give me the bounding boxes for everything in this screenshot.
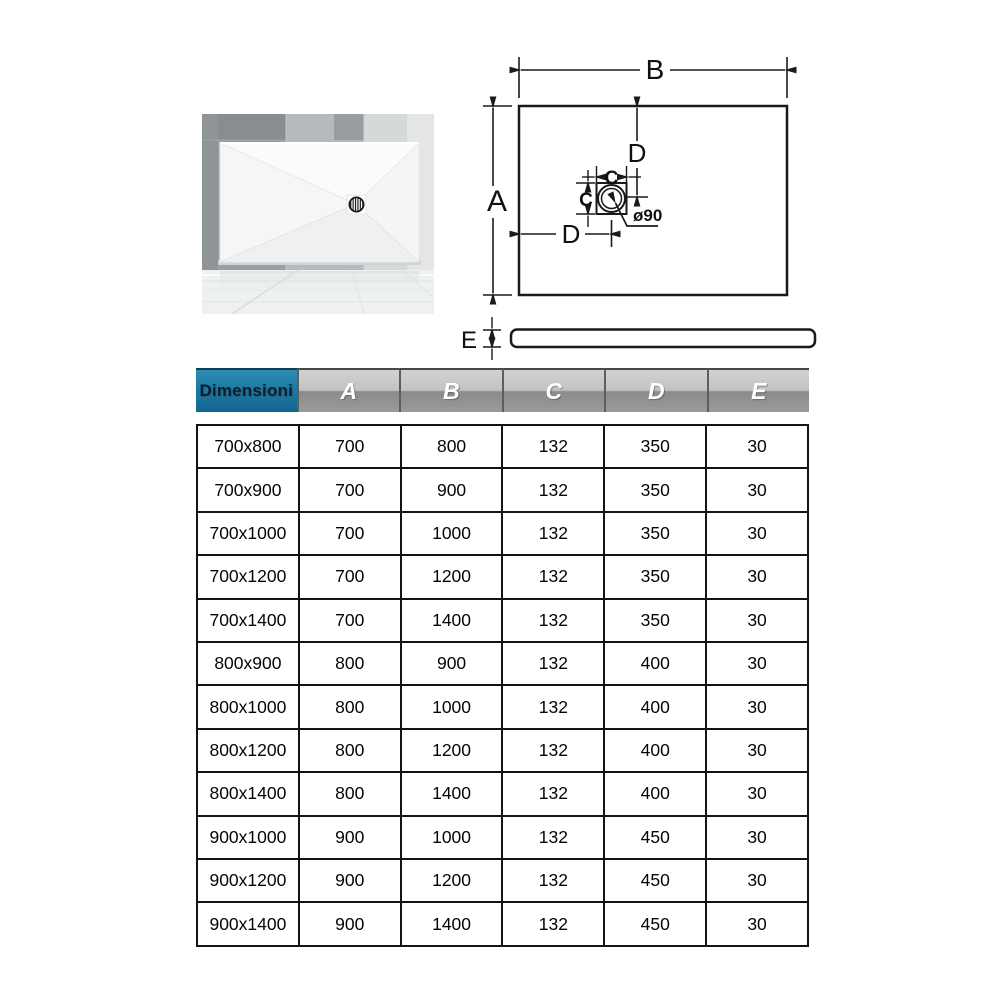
cell-e: 30 (706, 642, 808, 685)
label-b: B (645, 54, 665, 85)
cell-b: 800 (401, 425, 503, 468)
cell-d: 350 (604, 425, 706, 468)
cell-size: 700x1000 (197, 512, 299, 555)
label-a: A (486, 185, 508, 218)
dimensions-table (196, 424, 809, 947)
cell-d: 450 (604, 902, 706, 946)
shower-tray (218, 143, 421, 265)
cell-size: 800x1200 (197, 729, 299, 772)
cell-a: 800 (299, 642, 401, 685)
cell-c: 132 (502, 425, 604, 468)
cell-e: 30 (706, 425, 808, 468)
cell-c: 132 (502, 859, 604, 902)
cell-b: 1400 (401, 902, 503, 946)
header-col-a: A (297, 368, 400, 412)
header-col-d: D (604, 368, 707, 412)
cell-b: 1000 (401, 685, 503, 728)
cell-size: 700x800 (197, 425, 299, 468)
cell-size: 700x1400 (197, 599, 299, 642)
header-col-e: E (707, 368, 810, 412)
cell-size: 900x1400 (197, 902, 299, 946)
cell-c: 132 (502, 512, 604, 555)
cell-c: 132 (502, 685, 604, 728)
cell-d: 350 (604, 599, 706, 642)
drain-cover (347, 195, 366, 214)
label-e: E (460, 327, 478, 354)
cell-d: 400 (604, 685, 706, 728)
cell-e: 30 (706, 816, 808, 859)
table-row (197, 772, 808, 815)
cell-d: 450 (604, 859, 706, 902)
cell-b: 900 (401, 468, 503, 511)
cell-e: 30 (706, 859, 808, 902)
technical-drawing (455, 40, 835, 365)
cell-e: 30 (706, 902, 808, 946)
cell-size: 700x1200 (197, 555, 299, 598)
cell-a: 700 (299, 425, 401, 468)
cell-b: 1200 (401, 859, 503, 902)
cell-b: 1400 (401, 599, 503, 642)
cell-a: 700 (299, 599, 401, 642)
cell-a: 800 (299, 772, 401, 815)
cell-a: 800 (299, 685, 401, 728)
label-d-horizontal: D (561, 219, 581, 249)
cell-d: 400 (604, 642, 706, 685)
table-row (197, 685, 808, 728)
cell-size: 900x1000 (197, 816, 299, 859)
cell-c: 132 (502, 642, 604, 685)
cell-a: 700 (299, 512, 401, 555)
table-row (197, 642, 808, 685)
cell-d: 400 (604, 772, 706, 815)
cell-b: 1000 (401, 512, 503, 555)
cell-b: 1000 (401, 816, 503, 859)
cell-c: 132 (502, 555, 604, 598)
cell-a: 700 (299, 555, 401, 598)
header-dimensions: Dimensioni (196, 368, 297, 412)
cell-e: 30 (706, 555, 808, 598)
label-drain-diameter: ø90 (633, 206, 663, 225)
tiled-floor (202, 270, 434, 314)
cell-d: 450 (604, 816, 706, 859)
cell-size: 900x1200 (197, 859, 299, 902)
cell-size: 800x1400 (197, 772, 299, 815)
cell-c: 132 (502, 816, 604, 859)
cell-c: 132 (502, 599, 604, 642)
cell-d: 400 (604, 729, 706, 772)
header-col-b: B (399, 368, 502, 412)
table-header-row (196, 368, 809, 412)
cell-c: 132 (502, 468, 604, 511)
table-row (197, 425, 808, 468)
cell-a: 900 (299, 902, 401, 946)
cell-a: 900 (299, 859, 401, 902)
header-col-c: C (502, 368, 605, 412)
table-row (197, 859, 808, 902)
cell-b: 1200 (401, 555, 503, 598)
cell-e: 30 (706, 685, 808, 728)
cell-a: 900 (299, 816, 401, 859)
table-row (197, 599, 808, 642)
side-profile (511, 330, 815, 348)
cell-size: 800x1000 (197, 685, 299, 728)
cell-b: 1400 (401, 772, 503, 815)
cell-e: 30 (706, 468, 808, 511)
table-row (197, 555, 808, 598)
cell-size: 800x900 (197, 642, 299, 685)
cell-c: 132 (502, 729, 604, 772)
tray-outline (519, 106, 787, 295)
table-row (197, 729, 808, 772)
label-c-width: C (604, 168, 619, 189)
cell-e: 30 (706, 772, 808, 815)
label-d-vertical: D (627, 138, 647, 168)
table-row (197, 902, 808, 946)
cell-size: 700x900 (197, 468, 299, 511)
cell-d: 350 (604, 468, 706, 511)
cell-c: 132 (502, 902, 604, 946)
table-row (197, 816, 808, 859)
cell-b: 1200 (401, 729, 503, 772)
cell-c: 132 (502, 772, 604, 815)
cell-e: 30 (706, 729, 808, 772)
cell-e: 30 (706, 512, 808, 555)
table-row (197, 468, 808, 511)
cell-a: 800 (299, 729, 401, 772)
cell-a: 700 (299, 468, 401, 511)
dimension-e (483, 317, 501, 360)
cell-b: 900 (401, 642, 503, 685)
product-photo (202, 114, 434, 314)
cell-e: 30 (706, 599, 808, 642)
cell-d: 350 (604, 555, 706, 598)
table-row (197, 512, 808, 555)
cell-d: 350 (604, 512, 706, 555)
label-c-height: C (579, 190, 593, 211)
